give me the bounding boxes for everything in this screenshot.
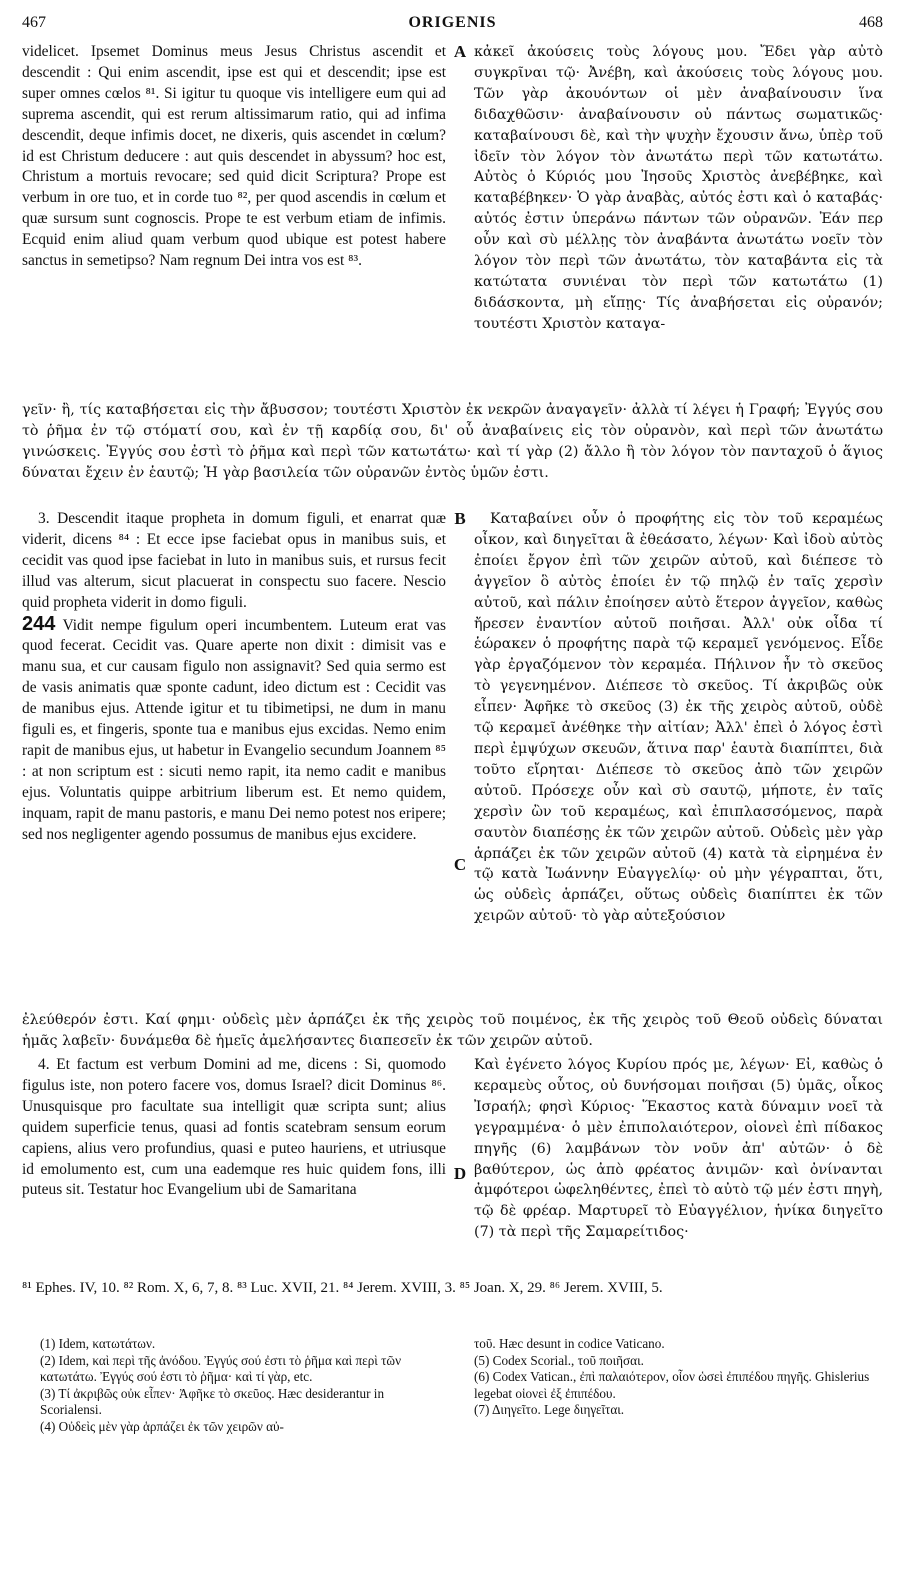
greek-column-block-2 [474,509,883,927]
greek-paragraph: γεῖν· ἢ, τίς καταβήσεται εἰς τὴν ἄβυσσον; τουτέστι Χριστὸν ἐκ νεκρῶν ἀναγαγεῖν· ἀλλὰ τί λέγει ἡ Γραφή; Ἐγγύς σου τὸ ῥῆμα ἐν τῷ στόματί σου, καὶ ἐν τῇ καρδίᾳ σου, δι' οὗ ἀναβαίνεις εἰς τὸν οὐρανὸν, καὶ περὶ τῶν ἀνωτάτω γινώσκεις. Ἐγγύς σου ἐστὶ τὸ ῥῆμα καὶ περὶ τῶν κατωτάτω· καὶ τί γὰρ (2) ἄλλο ἢ τὸν λόγον τὸν πανταχοῦ ὁ ἅγιος δύναται ἔχειν ἐν ἑαυτῷ; Ἡ γὰρ βασιλεία τῶν οὐρανῶν ἐντὸς ὑμῶν ἐστι. [22,402,883,481]
greek-paragraph: Καὶ ἐγένετο λόγος Κυρίου πρός με, λέγων· Εἰ, καθὼς ὁ κεραμεὺς οὗτος, οὐ δυνήσομαι ποιῆσαι (5) ὑμᾶς, οἶκος Ἰσραήλ; φησὶ Κύριος· Ἕκαστος κατὰ δύναμιν νοεῖ τὰ γεγραμμένα· ὁ μὲν ἐπιπολαιότερον, οἱονεὶ ἐπὶ πίδακος πηγῆς (6) λαμβάνων τὸν νοῦν ἀπ' αὐτῶν· ὁ δὲ βαθύτερον, ὡς ἀπὸ φρέατος ἀνιμῶν· καὶ ὀνίνανται ἀμφότεροι ὠφεληθέντες, ἐπεὶ τὸ αὐτὸ τῷ μέν ἐστι πηγὴ, τῷ δὲ φρέαρ. Μαρτυρεῖ τὸ Εὐαγγέλιον, ἡνίκα διηγεῖτο (7) τὰ περὶ τῆς Σαμαρείτιδος· [474,1057,883,1241]
latin-column-block-3 [22,1055,446,1201]
footnote: (4) Οὐδεὶς μὲν γὰρ ἁρπάζει ἐκ τῶν χειρῶν αὐ- [40,1418,284,1434]
section-marker-a: A [453,42,467,61]
latin-column-block-2 [22,509,446,846]
scripture-references: ⁸¹ Ephes. IV, 10. ⁸² Rom. X, 6, 7, 8. ⁸³ Luc. XVII, 21. ⁸⁴ Jerem. XVIII, 3. ⁸⁵ Joan. X, 29. ⁸⁶ Jerem. XVIII, 5. [22,1280,663,1296]
greek-column-block-3 [474,1055,883,1243]
greek-paragraph: Καταβαίνει οὖν ὁ προφήτης εἰς τὸν τοῦ κεραμέως οἶκον, καὶ διηγεῖται ἃ ἐθεάσατο, λέγων· Καὶ ἰδοὺ αὐτὸς ἐποίει ἔργον ἐπὶ τῶν χειρῶν αὐτοῦ, καὶ διέπεσε τὸ ἀγγεῖον ὃ αὐτὸς ἐποίει ἐν τῷ πηλῷ ἐν ταῖς χερσὶν αὐτοῦ, καὶ πάλιν ἐποίησεν αὐτὸ ἕτερον ἀγγεῖον, καθὼς ἤρεσεν ἐναντίον αὐτοῦ ποιῆσαι. Ἀλλ' οὐκ οἶδα τί ἑώρακεν ὁ προφήτης παρὰ τῷ κεραμεῖ γενόμενος. Εἶδε γὰρ ἐργαζόμενον τὸν κεραμέα. Πήλινον ἦν τὸ σκεῦος τὸ γεγενημένον. Διέπεσε τὸ σκεῦος. Τί ἀκριβῶς οὐκ εἶπεν· Ἀφῆκε τὸ σκεῦος (3) ἐκ τῆς χειρὸς αὐτοῦ, οὐδὲ τῷ κεραμεῖ ἀνέθηκε τὴν αἰτίαν; Ἀλλ' ἐπεὶ ὁ λόγος ἐστὶ περὶ ἐμψύχων σκευῶν, ἅτινα παρ' ἑαυτὰ διαπίπτει, διὰ τοῦτο εἴρηται· Διέπεσε τὸ σκεῦος ἀπὸ τῶν χειρῶν αὐτοῦ. Πρόσεχε οὖν καὶ σὺ σαυτῷ, μήποτε, ἐν ταῖς χερσὶν ὢν τοῦ κεραμέως, καὶ ἐπιπλασσόμενος, παρὰ σαυτὸν διαπέσῃς ἐκ τῶν χειρῶν αὐτοῦ. Οὐδεὶς μὲν γὰρ ἁρπάζει ἐκ τῶν χειρῶν αὐτοῦ (4) κατὰ τὰ εἰρημένα ἐν τῷ κατὰ Ἰωάννην Εὐαγγελίῳ· οὐ μὴν γέγραπται, ὅτι, ὡς οὐδεὶς ἁρπάζει, οὕτως οὐδεὶς διαπίπτει ἐκ τῶν χειρῶν αὐτοῦ· τὸ γὰρ αὐτεξούσιον [474,511,883,925]
greek-full-width-2 [22,1010,883,1052]
section-marker-b: B [454,509,466,528]
footnote: (3) Τί ἀκριβῶς οὐκ εἶπεν· Ἀφῆκε τὸ σκεῦος. Hæc desiderantur in Scorialensi. [40,1385,385,1417]
section-marker-c: C [453,855,467,874]
greek-full-width-1 [22,400,883,484]
footnote: (5) Codex Scorial., τοῦ ποιῆσαι. [474,1352,644,1368]
footnotes-left [40,1336,440,1435]
footnotes-right [474,1336,874,1419]
greek-column-block-1 [474,42,883,335]
latin-paragraph: 3. Descendit itaque propheta in domum figuli, et enarrat quæ viderit, dicens ⁸⁴ : Et ecce ipse faciebat opus in manibus suis, et cecidit vas quod ipse faciebat in luto in manibus suis, et rursus fecit illud vas alterum, sicut placuerat in conspectu suo facere. Nescio quid propheta viderit in domo figuli. [22,510,446,611]
greek-paragraph: ἐλεύθερόν ἐστι. Καί φημι· οὐδεὶς μὲν ἁρπάζει ἐκ τῆς χειρὸς τοῦ ποιμένος, ἐκ τῆς χειρὸς τοῦ Θεοῦ οὐδεὶς δύναται ἡμᾶς λαβεῖν· δυνάμεθα δὲ ἡμεῖς ἀμελήσαντες διαπεσεῖν ἐκ τῶν χειρῶν αὐτοῦ. [22,1012,883,1049]
right-page-number: 468 [859,14,883,31]
latin-paragraph: videlicet. Ipsemet Dominus meus Jesus Christus ascendit et descendit : Qui enim ascendit, ipse est qui et descendit; ipse est super omnes cœlos ⁸¹. Si igitur tu quoque vis intelligere eum qui ad suprema ascendit, qui est rerum altissimarum ratio, qui ad infima descendit, deque infimis docet, ne dixeris, quis ascendet in cœlum? id est Christum deducere : aut quis descendet in abyssum? hoc est, Christum a mortuis revocare; sed quid dicit Scriptura? Prope est verbum in ore tuo, et in corde tuo ⁸², per quod ascendis in cœlum et quæ sursum sunt cognoscis. Prope te est verbum etiam de infimis. Ecquid enim aliud quam verbum quod ubique est potest habere sanctus in semetipso? Nam regnum Dei intra vos est ⁸³. [22,43,446,270]
latin-column-block-1 [22,42,446,272]
section-marker-d: D [453,1164,467,1183]
footnote: (2) Idem, καὶ περὶ τῆς ἀνόδου. Ἐγγύς σού ἐστι τὸ ῥῆμα καὶ περὶ τῶν κατωτάτω. Ἐγγύς σού ἐστι τὸ ῥῆμα· καὶ τί γὰρ, etc. [40,1352,402,1384]
running-title: ORIGENIS [408,14,497,31]
left-page-number: 467 [22,14,46,31]
footnote: (7) Διηγεῖτο. Lege διηγεῖται. [474,1402,625,1417]
running-header [22,14,883,36]
latin-text: Vidit nempe figulum operi incumbentem. Luteum erat vas quod fecerat. Cecidit vas. Quare aperte non dixit : dimisit vas e manu sua, et cur causam figulo non assignavit? Sed quia sermo est de vasis animatis quæ sponte cadunt, ideo dictum est : Cecidit vas de manibus ejus. Attende igitur et tu tibimetipsi, ne dum in manu figuli es, et fingeris, sponte tua e manibus ejus excidas. Nemo enim rapit de manibus ejus, ut habetur in Evangelio secundum Joannem ⁸⁵ : at non scriptum est : sicuti nemo rapit, ita nemo cadit e manibus ejus. Voluntatis quippe arbitrium liberum est. Et nemo quidem, inquam, rapit de manu pastoris, e manu Dei nemo potest nos eripere; sed nos negligenter agendo possumus de manibus ejus excidere. [22,616,446,843]
footnote: τοῦ. Hæc desunt in codice Vaticano. [474,1336,665,1351]
greek-paragraph: κἀκεῖ ἀκούσεις τοὺς λόγους μου. Ἔδει γὰρ αὐτὸ συγκρῖναι τῷ· Ἀνέβη, καὶ ἀκούσεις τοὺς λόγους μου. Τῶν γὰρ ἀκουόντων οἱ μὲν ἀναβαίνουσιν ἵνα διδαχθῶσιν· ἀναβαίνουσιν οὐ πάντως σωματικῶς· καταβαίνουσι δὲ, καὶ τὴν ψυχὴν ἔχουσιν ἄνω, ὑπὲρ τοῦ ἰδεῖν τὸν λόγον τὸν ἀνωτάτω περὶ τῶν κατωτάτω. Αὐτὸς ὁ Κύριός μου Ἰησοῦς Χριστὸς ἀνεβέβηκε, καὶ καταβέβηκεν· Ὁ γὰρ ἀναβὰς, αὐτός ἐστι καὶ ὁ καταβάς· αὐτός ἐστιν ὑπεράνω πάντων τῶν οὐρανῶν. Ἐάν περ οὖν καὶ σὺ μέλλῃς τὸν ἀναβάντα ἀνωτάτω νοεῖν τὸν λόγον τὸν περὶ τῶν ἀνωτάτω, τὸν καταβάντα εἰς τὰ κατώτατα συνιέναι τὸν περὶ τῶν κατωτάτω (1) διδάσκοντα, μὴ εἴπῃς· Τίς ἀναβήσεται εἰς οὐρανόν; τουτέστι Χριστὸν καταγα- [474,44,883,332]
footnote: (1) Idem, κατωτάτων. [40,1336,156,1351]
latin-paragraph: 4. Et factum est verbum Domini ad me, dicens : Si, quomodo figulus iste, non potero facere vos, domus Israel? dicit Dominus ⁸⁶. Unusquisque pro facultate sua intelligit quæ scripta sunt; alius quidem superficie tenus, quasi ad fontis scatebram sensum eorum capiens, alius vero profundius, quasi e puteo hauriens, et utriusque id emolumento est, cum una eademque res huic quidem fons, illi puteus sit. Testatur hoc Evangelium ubi de Samaritana [22,1056,446,1199]
footnote: (6) Codex Vatican., ἐπὶ παλαιότερον, οἷον ὡσεὶ ἐπιπέδου πηγῆς. Ghislerius legebat οἱονεὶ ἐξ ἐπιπέδου. [474,1369,870,1401]
latin-paragraph [22,614,446,846]
page-margin-number: 244 [22,612,56,635]
